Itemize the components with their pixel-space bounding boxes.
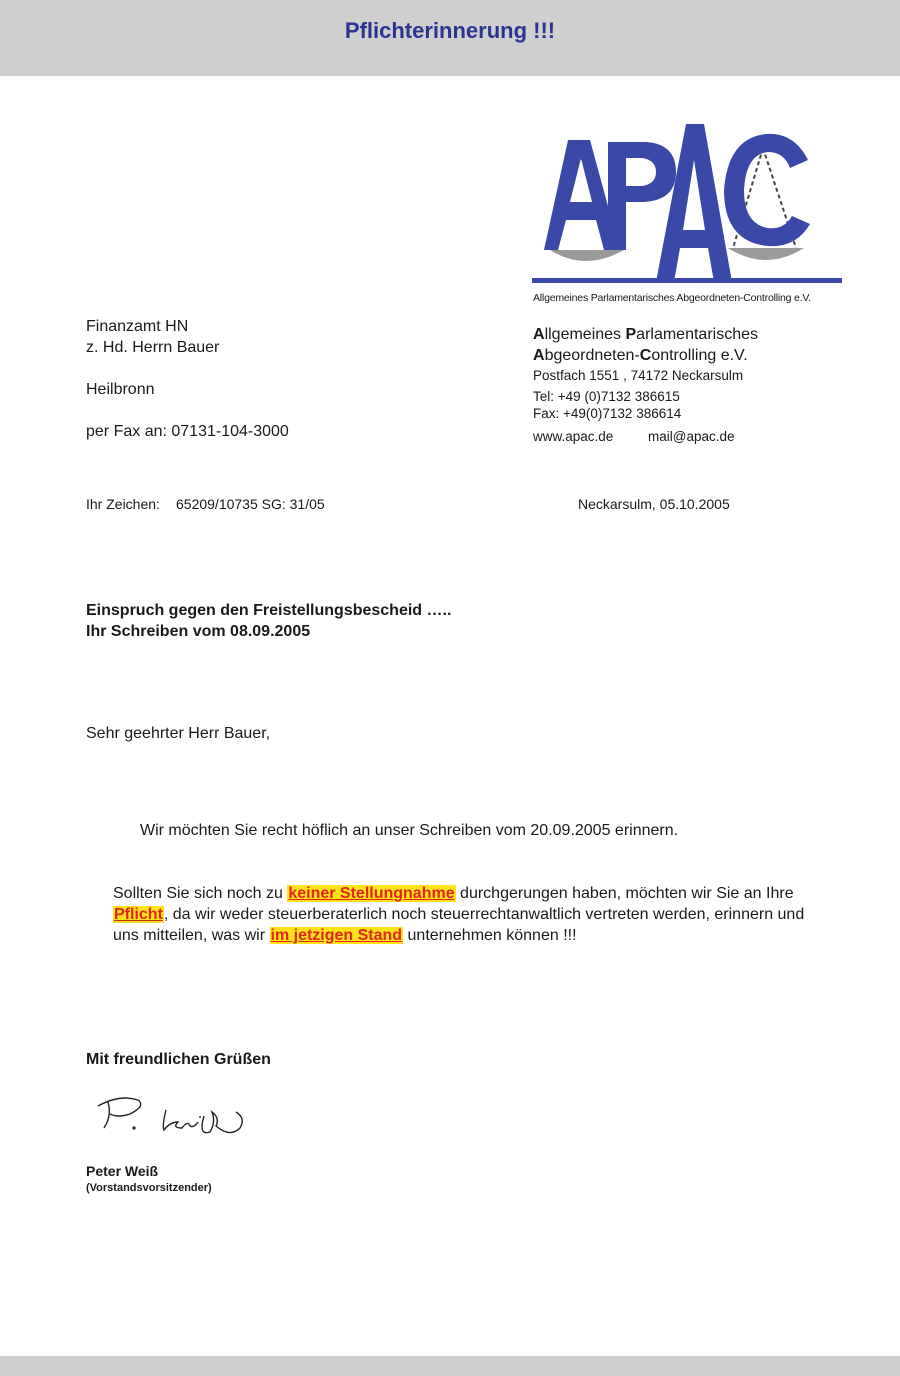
recipient-fax: per Fax an: 07131-104-3000 <box>86 423 289 440</box>
salutation: Sehr geehrter Herr Bauer, <box>86 725 271 742</box>
sender-email: mail@apac.de <box>648 429 735 444</box>
place-date: Neckarsulm, 05.10.2005 <box>578 496 730 512</box>
closing: Mit freundlichen Grüßen <box>86 1051 271 1068</box>
reference-label: Ihr Zeichen: <box>86 496 160 512</box>
signer-role: (Vorstandsvorsitzender) <box>86 1182 212 1194</box>
subject-line1: Einspruch gegen den Freistellungsbescheid ….. <box>86 602 452 619</box>
recipient-city: Heilbronn <box>86 381 155 398</box>
highlight-stand: im jetzigen Stand <box>270 927 403 944</box>
footer-bar <box>0 1356 900 1376</box>
logo-tagline: Allgemeines Parlamentarisches Abgeordneten-Controlling e.V. <box>533 292 811 304</box>
header-bar <box>0 0 900 76</box>
apac-logo <box>528 120 848 310</box>
recipient-name: Finanzamt HN <box>86 318 189 335</box>
sender-fax: Fax: +49(0)7132 386614 <box>533 406 682 421</box>
sender-tel: Tel: +49 (0)7132 386615 <box>533 389 680 404</box>
recipient-attention: z. Hd. Herrn Bauer <box>86 339 220 356</box>
signer-name: Peter Weiß <box>86 1163 159 1179</box>
sender-website: www.apac.de <box>533 429 614 444</box>
sender-name-line1: Allgemeines Parlamentarisches <box>533 326 758 343</box>
reference-value: 65209/10735 SG: 31/05 <box>176 496 325 512</box>
sender-address: Postfach 1551 , 74172 Neckarsulm <box>533 368 744 383</box>
sender-name-line2: Abgeordneten-Controlling e.V. <box>533 347 748 364</box>
page-title: Pflichterinnerung !!! <box>344 18 556 43</box>
handwritten-signature <box>90 1092 250 1152</box>
highlight-pflicht: Pflicht <box>114 906 163 923</box>
paragraph-main: Sollten Sie sich noch zu keiner Stellungnahme durchgerungen haben, möchten wir Sie an Ihre Pflicht, da wir weder steuerberaterlich noch steuerrechtanwaltlich vertreten werden, erinnern und uns mitteilen, was wir im jetzigen Stand unternehmen können !!! <box>113 885 805 944</box>
highlight-stellungnahme: keiner Stellungnahme <box>288 885 455 902</box>
subject-line2: Ihr Schreiben vom 08.09.2005 <box>86 623 311 640</box>
paragraph-reminder: Wir möchten Sie recht höflich an unser Schreiben vom 20.09.2005 erinnern. <box>140 822 679 839</box>
